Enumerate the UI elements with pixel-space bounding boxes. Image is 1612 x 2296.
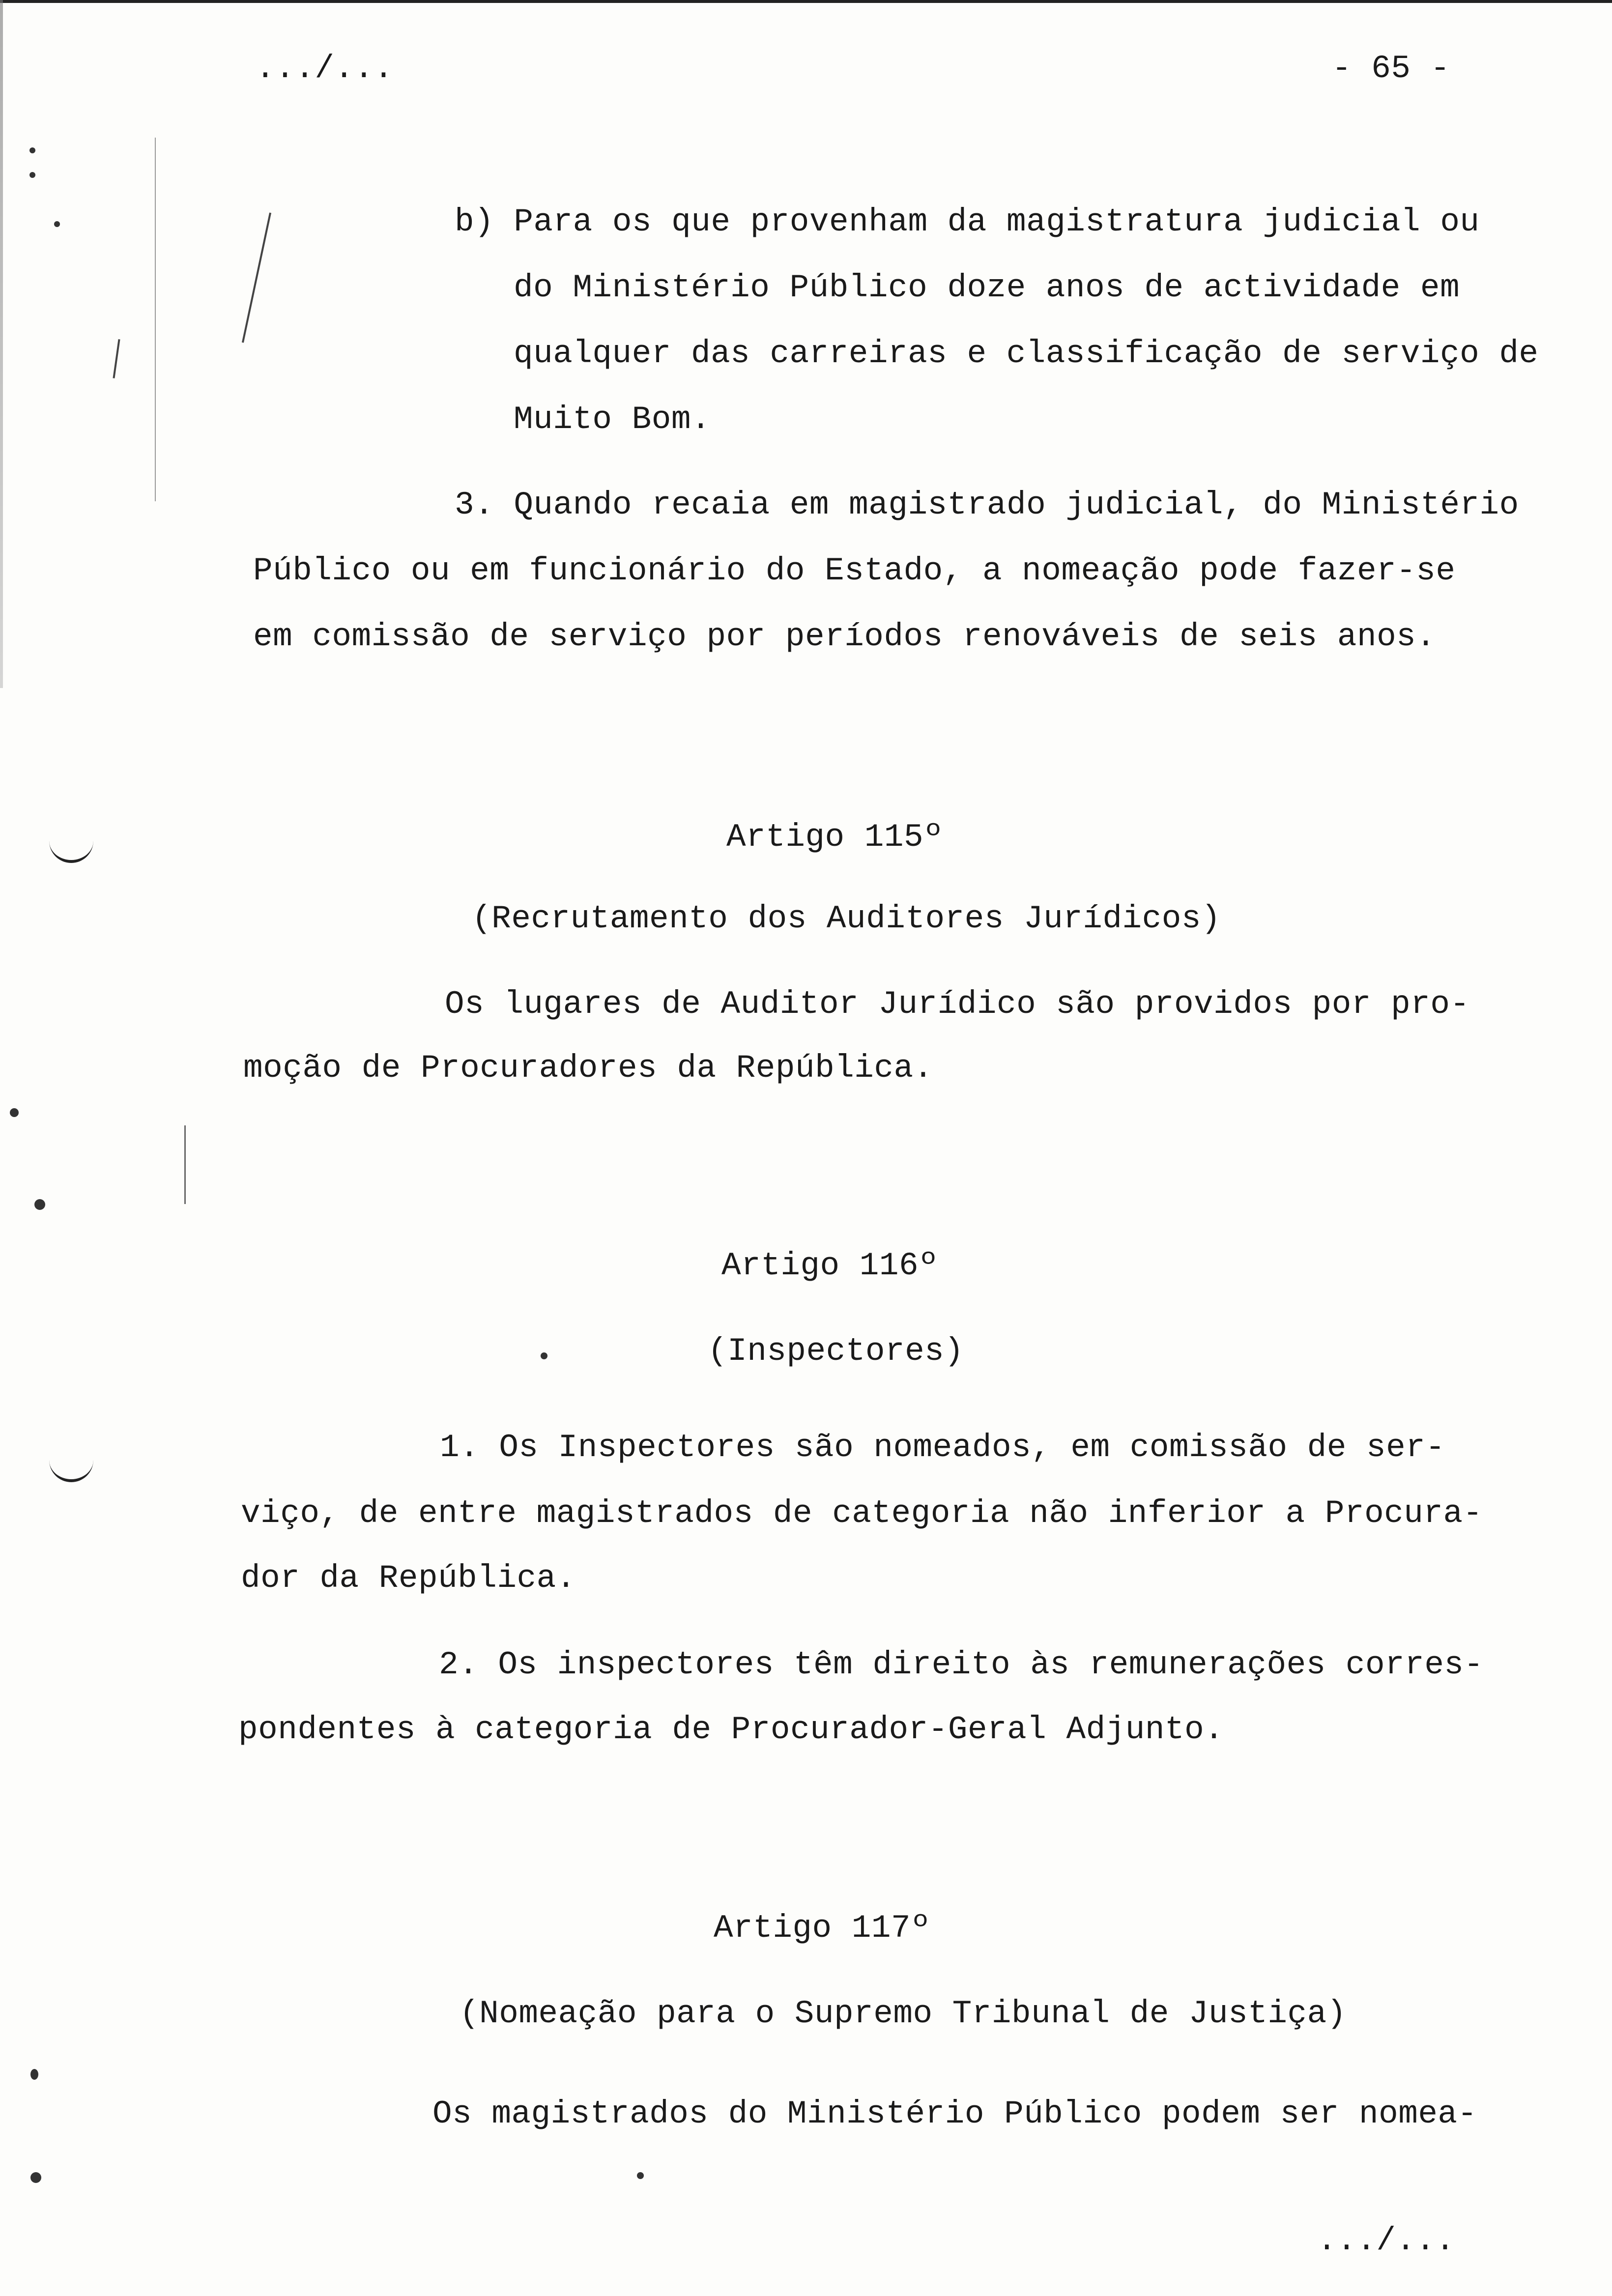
top-border-line: [0, 0, 1612, 3]
scan-speck: [29, 147, 35, 153]
article-115-subtitle: (Recrutamento dos Auditores Jurídicos): [472, 900, 1221, 937]
article-116-item-1-line-3: dor da República.: [241, 1560, 576, 1597]
article-116-title: Artigo 116º: [721, 1247, 939, 1284]
article-116-item-1-line-1: 1. Os Inspectores são nomeados, em comissão de ser-: [440, 1429, 1445, 1466]
scan-speck: [34, 1199, 45, 1210]
item-3-line-3: em comissão de serviço por períodos renováveis de seis anos.: [253, 618, 1436, 655]
footer-continuation: .../...: [1317, 2222, 1455, 2259]
article-117-body-line-1: Os magistrados do Ministério Público podem ser nomea-: [432, 2095, 1477, 2132]
left-scan-edge: [0, 0, 3, 688]
article-116-subtitle: (Inspectores): [708, 1333, 964, 1370]
page-number: - 65 -: [1332, 50, 1450, 87]
article-117-title: Artigo 117º: [714, 1910, 931, 1947]
article-115-body-line-1: Os lugares de Auditor Jurídico são providos por pro-: [445, 986, 1470, 1023]
punch-hole-arc: [49, 1455, 93, 1482]
article-116-item-2-line-2: pondentes à categoria de Procurador-Geral Adjunto.: [238, 1711, 1224, 1748]
article-115-body-line-2: moção de Procuradores da República.: [243, 1050, 933, 1087]
para-b-line-2: do Ministério Público doze anos de actividade em: [514, 269, 1460, 306]
pen-mark-stroke: [242, 213, 271, 343]
article-116-item-2-line-1: 2. Os inspectores têm direito às remunerações corres-: [439, 1646, 1484, 1683]
punch-hole-arc: [49, 835, 93, 863]
pen-mark-stroke: [113, 339, 120, 378]
scan-speck: [541, 1352, 547, 1359]
scan-speck: [637, 2172, 644, 2179]
scan-speck: [29, 172, 35, 178]
item-3-line-2: Público ou em funcionário do Estado, a nomeação pode fazer-se: [253, 552, 1456, 589]
scan-speck: [54, 221, 60, 227]
scan-speck: [30, 2069, 38, 2080]
scan-line-mark: [184, 1125, 186, 1204]
scan-speck: [30, 2172, 41, 2183]
article-115-title: Artigo 115º: [726, 819, 944, 856]
para-b-line-4: Muito Bom.: [514, 401, 711, 438]
para-b-line-3: qualquer das carreiras e classificação de serviço de: [514, 335, 1539, 372]
scan-line-mark: [155, 138, 156, 501]
scan-speck: [10, 1108, 19, 1117]
header-continuation: .../...: [256, 50, 394, 87]
para-b-line-1: b) Para os que provenham da magistratura judicial ou: [455, 203, 1480, 240]
article-116-item-1-line-2: viço, de entre magistrados de categoria não inferior a Procura-: [241, 1495, 1483, 1532]
item-3-line-1: 3. Quando recaia em magistrado judicial, do Ministério: [455, 487, 1519, 523]
article-117-subtitle: (Nomeação para o Supremo Tribunal de Justiça): [460, 1995, 1347, 2032]
